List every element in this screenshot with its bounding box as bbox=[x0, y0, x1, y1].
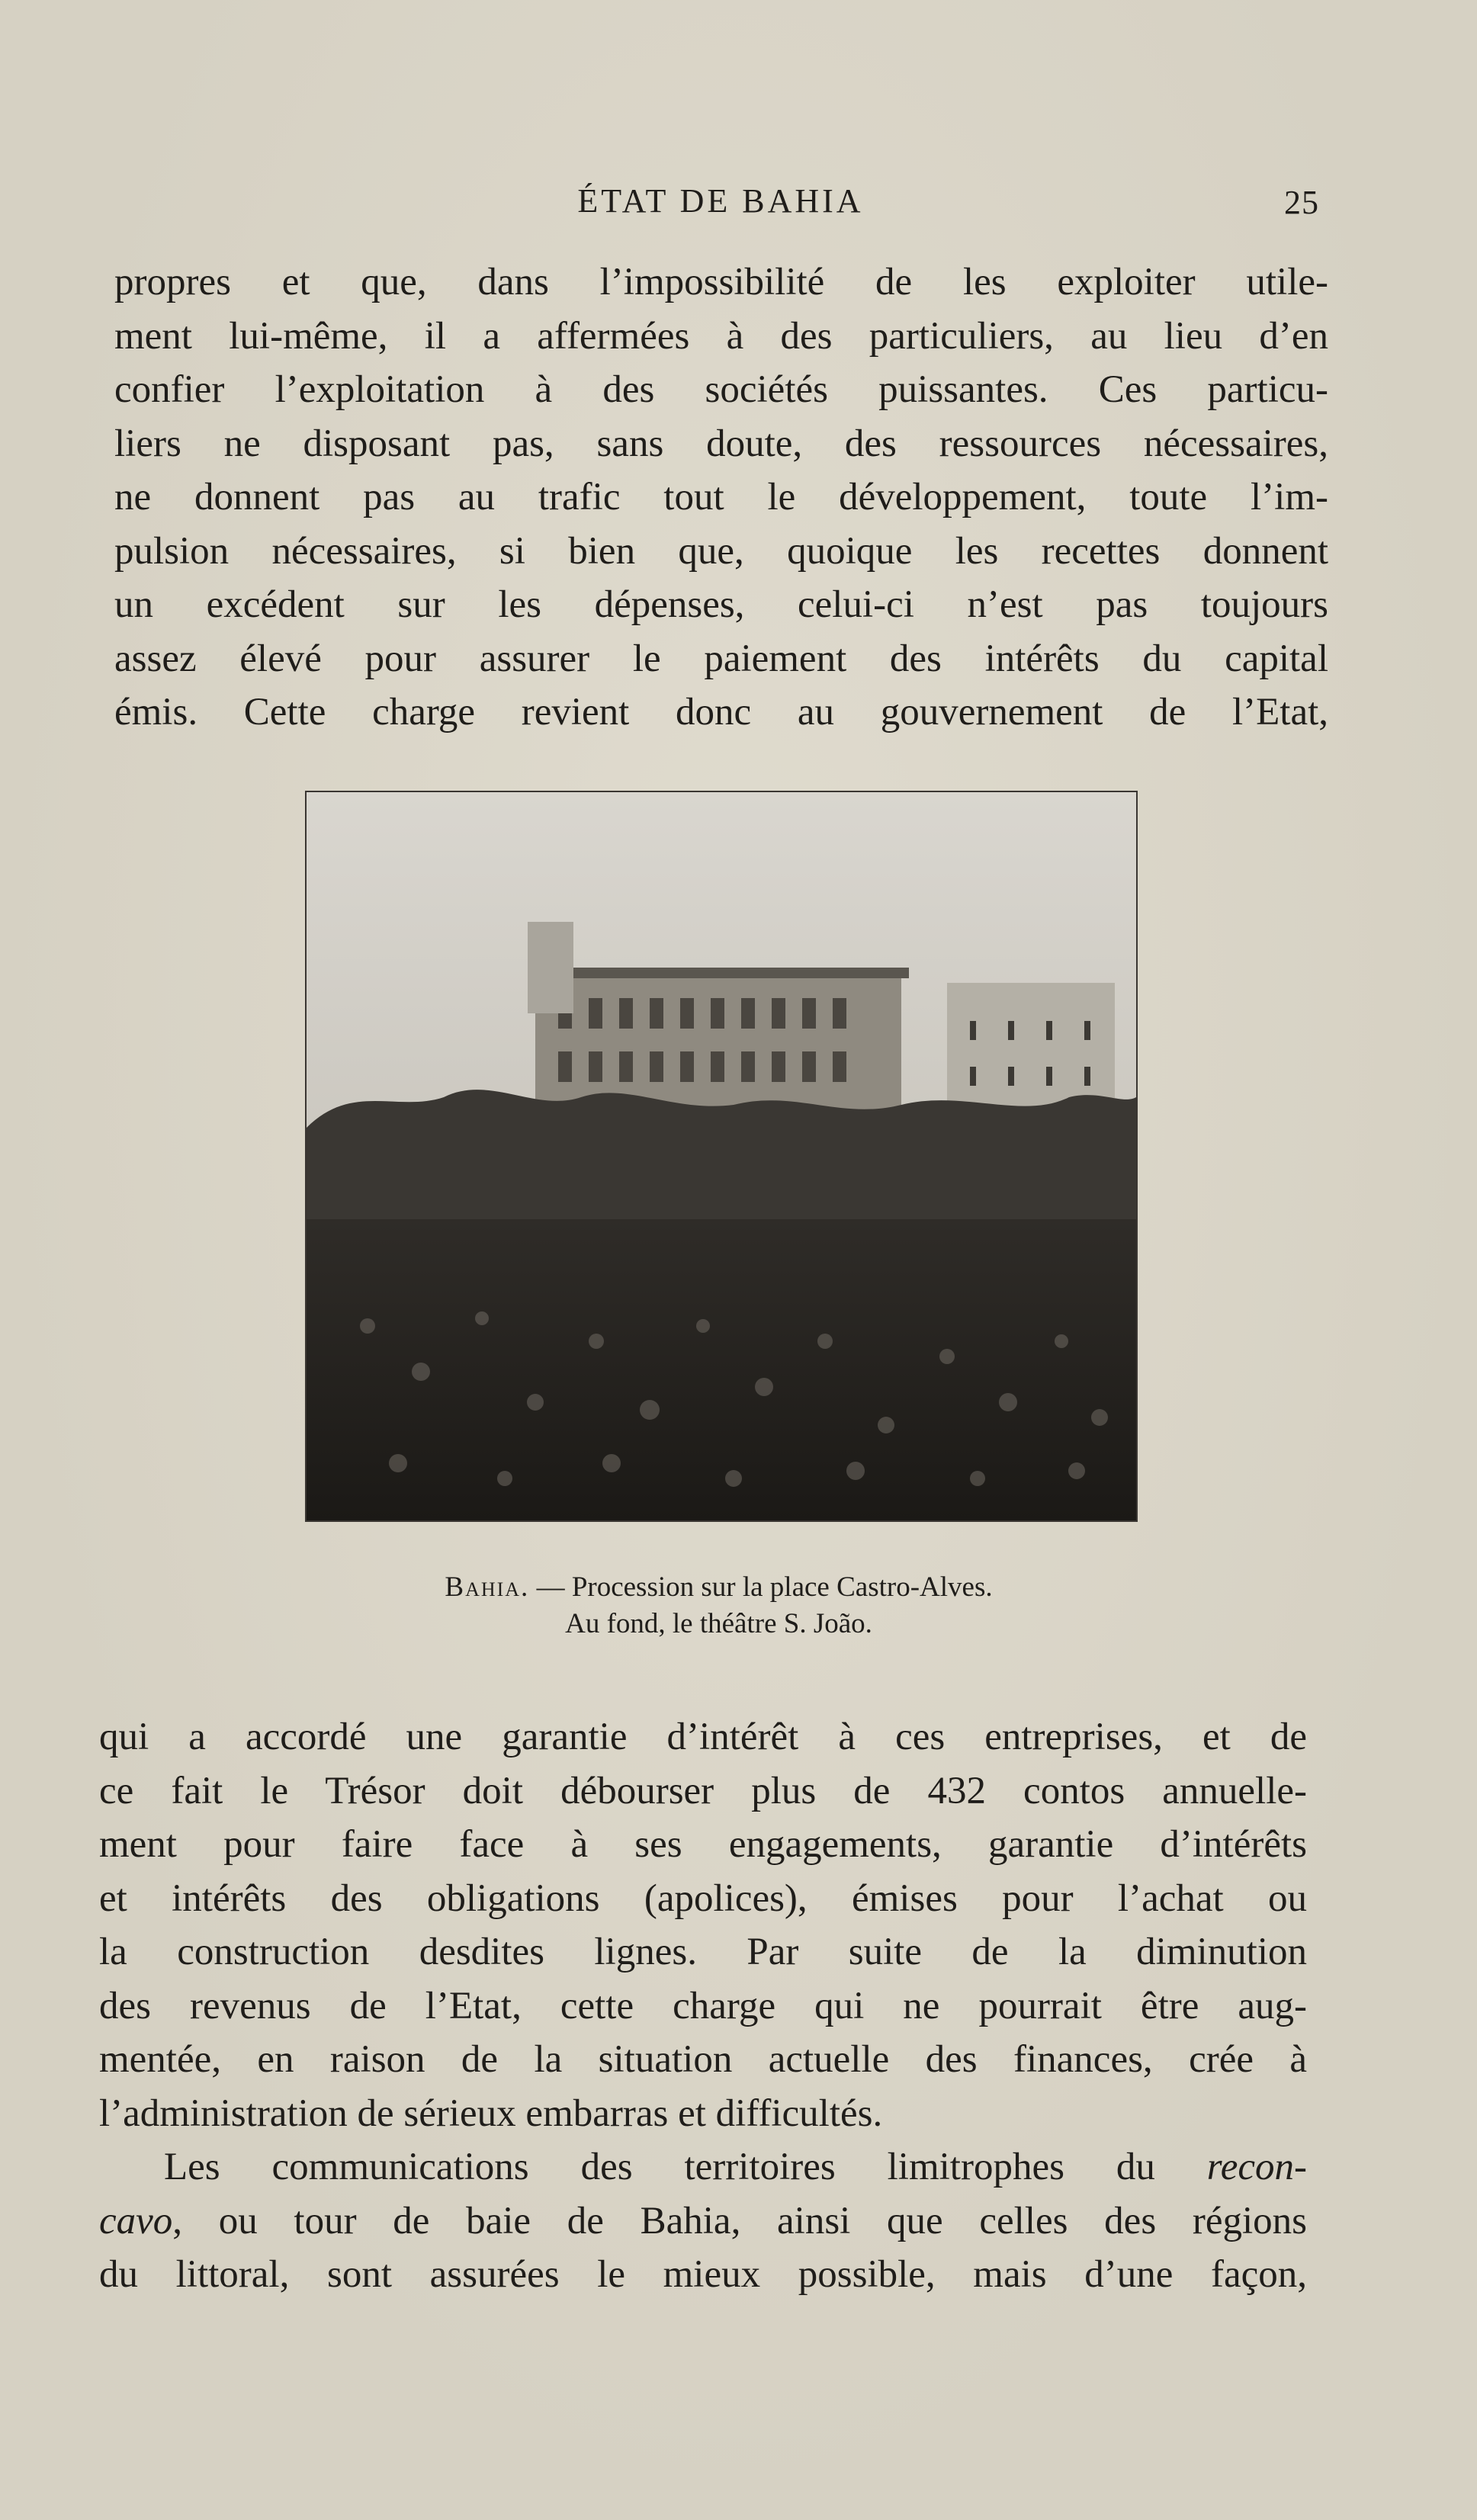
building-tower bbox=[528, 922, 573, 1013]
text-line: un excédent sur les dépenses, celui-ci n’est pas toujours bbox=[114, 583, 1328, 626]
italic-term: recon- bbox=[1206, 2146, 1307, 2188]
page-number: 25 bbox=[1284, 184, 1319, 221]
text-line: pulsion nécessaires, si bien que, quoique les recettes donnent bbox=[114, 529, 1328, 573]
text-line: des revenus de l’Etat, cette charge qui ne pourrait être aug- bbox=[99, 1984, 1307, 2027]
text-line: liers ne disposant pas, sans doute, des ressources nécessaires, bbox=[114, 422, 1328, 465]
paragraph-bottom-2 bbox=[99, 2140, 1307, 2302]
text-line bbox=[99, 2140, 1307, 2194]
text-run: Les communications des territoires limitrophes du bbox=[164, 2146, 1207, 2188]
text-line: assez élevé pour assurer le paiement des intérêts du capital bbox=[114, 637, 1328, 680]
text-line: ce fait le Trésor doit débourser plus de 432 contos annuelle- bbox=[99, 1769, 1307, 1812]
procession-photograph bbox=[305, 791, 1138, 1522]
text-run: , ou tour de baie de Bahia, ainsi que celles des régions bbox=[172, 2199, 1307, 2242]
caption-line-1 bbox=[229, 1569, 1209, 1606]
text-line: qui a accordé une garantie d’intérêt à ces entreprises, et de bbox=[99, 1716, 1307, 1758]
running-head bbox=[114, 181, 1327, 227]
paragraph-top bbox=[114, 255, 1328, 740]
text-line: ment lui-même, il a affermées à des particuliers, au lieu d’en bbox=[114, 314, 1328, 358]
text-line bbox=[99, 2194, 1307, 2249]
caption-text: — Procession sur la place Castro-Alves. bbox=[529, 1571, 993, 1603]
crowd bbox=[307, 1219, 1136, 1520]
text-line: mentée, en raison de la situation actuelle des finances, crée à bbox=[99, 2038, 1307, 2081]
text-line: ment pour faire face à ses engagements, garantie d’intérêts bbox=[99, 1823, 1307, 1866]
text-line: émis. Cette charge revient donc au gouvernement de l’Etat, bbox=[114, 691, 1328, 734]
figure-caption bbox=[229, 1569, 1209, 1642]
text-line: et intérêts des obligations (apolices), émises pour l’achat ou bbox=[99, 1876, 1307, 1920]
caption-line-2: Au fond, le théâtre S. João. bbox=[565, 1608, 872, 1639]
building-cornice bbox=[535, 968, 909, 978]
text-line: du littoral, sont assurées le mieux possible, mais d’une façon, bbox=[99, 2253, 1307, 2296]
paragraph-bottom-1 bbox=[99, 1710, 1307, 2140]
photo-illustration bbox=[307, 792, 1136, 1520]
text-line: la construction desdites lignes. Par suite de la diminution bbox=[99, 1931, 1307, 1973]
text-line: confier l’exploitation à des sociétés puissantes. Ces particu- bbox=[114, 368, 1328, 411]
italic-term: cavo bbox=[99, 2199, 173, 2242]
caption-place: Bahia. bbox=[445, 1571, 530, 1603]
text-line: l’administration de sérieux embarras et difficultés. bbox=[99, 2091, 883, 2135]
text-line: ne donnent pas au trafic tout le développement, toute l’im- bbox=[114, 476, 1328, 518]
running-title: ÉTAT DE BAHIA bbox=[577, 182, 864, 220]
text-line: propres et que, dans l’impossibilité de les exploiter utile- bbox=[114, 261, 1328, 303]
